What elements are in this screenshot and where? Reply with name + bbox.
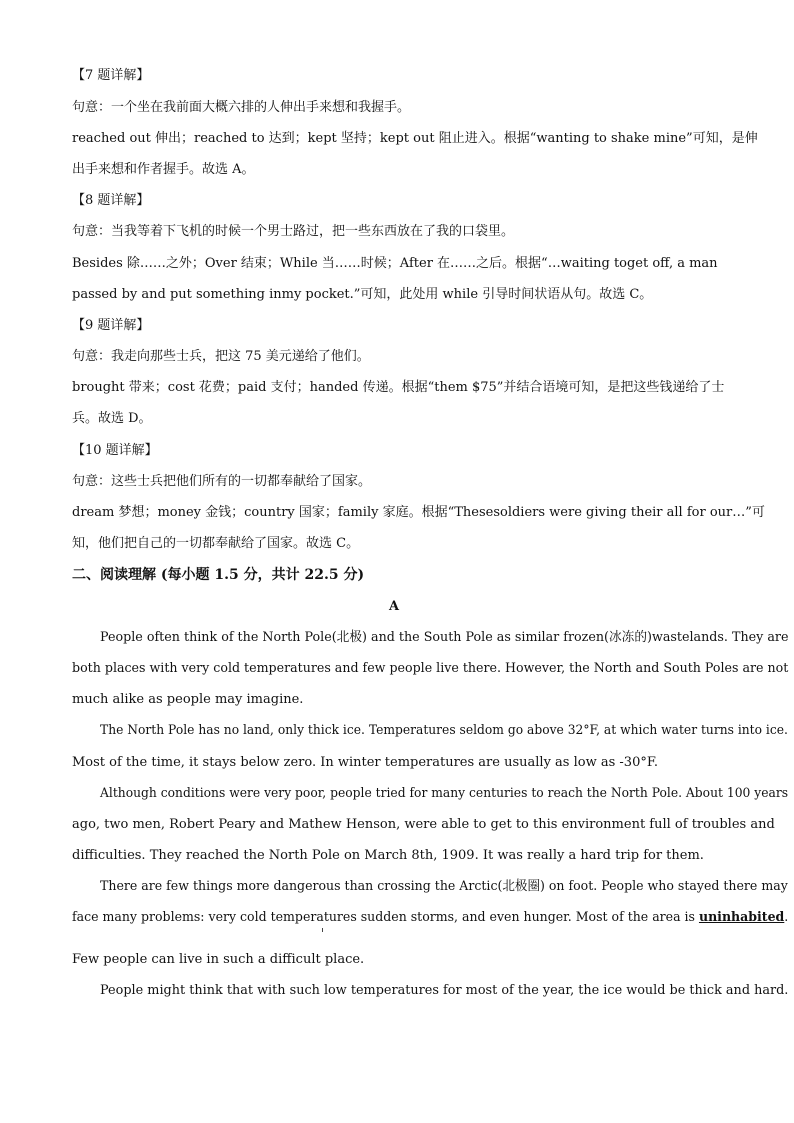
q9-header: 【9 题详解】: [72, 318, 150, 333]
passage-p4-line-2-start: face many problems: very cold temperatures sudden storms, and even hunger. Most of the area is: [72, 910, 699, 925]
passage-p2-line-1: The North Pole has no land, only thick ice. Temperatures seldom go above 32°F, at which water turns into ice.: [100, 723, 788, 738]
q7-explanation-line-2: 出手来想和作者握手。故选 A。: [72, 162, 255, 177]
passage-p4-line-2: [72, 910, 788, 926]
passage-p5-line-1: People might think that with such low temperatures for most of the year, the ice would be thick and hard.: [100, 983, 789, 998]
q9-meaning: 句意：我走向那些士兵，把这 75 美元递给了他们。: [72, 349, 370, 364]
passage-p1-line-2: both places with very cold temperatures and few people live there. However, the North and South Poles are not: [72, 661, 789, 676]
passage-p3-line-1: Although conditions were very poor, people tried for many centuries to reach the North Pole. About 100 years: [100, 786, 789, 801]
passage-p1-line-1: People often think of the North Pole(北极) and the South Pole as similar frozen(冰冻的)wastelands. They are: [100, 630, 789, 645]
q10-meaning: 句意：这些士兵把他们所有的一切都奉献给了国家。: [72, 474, 372, 489]
comma-mark: [322, 928, 323, 932]
passage-p1-line-3: much alike as people may imagine.: [72, 692, 304, 707]
q9-explanation-line-1: brought 带来；cost 花费；paid 支付；handed 传递。根据“them $75”并结合语境可知，是把这些钱递给了士: [72, 380, 725, 395]
q10-explanation-line-1: dream 梦想；money 金钱；country 国家；family 家庭。根据“Thesesoldiers were giving their all for our…”可: [72, 505, 765, 520]
section-title: 二、阅读理解 (每小题 1.5 分，共计 22.5 分): [72, 567, 365, 583]
passage-p4-line-2-end: .: [784, 910, 789, 925]
q8-explanation-line-2: passed by and put something inmy pocket.”可知，此处用 while 引导时间状语从句。故选 C。: [72, 287, 653, 302]
q8-explanation-line-1: Besides 除……之外；Over 结束；While 当……时候；After 在……之后。根据“…waiting toget off, a man: [72, 256, 718, 271]
q8-meaning: 句意：当我等着下飞机的时候一个男士路过，把一些东西放在了我的口袋里。: [72, 224, 515, 239]
q10-explanation-line-2: 知，他们把自己的一切都奉献给了国家。故选 C。: [72, 536, 360, 551]
underlined-word-uninhabited: uninhabited: [698, 910, 785, 925]
q7-header: 【7 题详解】: [72, 68, 150, 83]
passage-p4-line-1: There are few things more dangerous than crossing the Arctic(北极圈) on foot. People who stayed there may: [100, 879, 788, 894]
passage-p3-line-2: ago, two men, Robert Peary and Mathew Henson, were able to get to this environment full of troubles and: [72, 817, 775, 832]
passage-label: A: [388, 599, 399, 614]
q7-explanation-line-1: reached out 伸出；reached to 达到；kept 坚持；kept out 阻止进入。根据“wanting to shake mine”可知，是伸: [72, 131, 758, 146]
passage-p2-line-2: Most of the time, it stays below zero. In winter temperatures are usually as low as -30°F.: [72, 755, 658, 770]
q10-header: 【10 题详解】: [72, 443, 158, 458]
q9-explanation-line-2: 兵。故选 D。: [72, 411, 152, 426]
q7-meaning: 句意：一个坐在我前面大概六排的人伸出手来想和我握手。: [72, 100, 411, 115]
passage-p3-line-3: difficulties. They reached the North Pole on March 8th, 1909. It was really a hard trip for them.: [72, 848, 704, 863]
q8-header: 【8 题详解】: [72, 193, 150, 208]
passage-p4-line-3: Few people can live in such a difficult place.: [72, 952, 365, 967]
